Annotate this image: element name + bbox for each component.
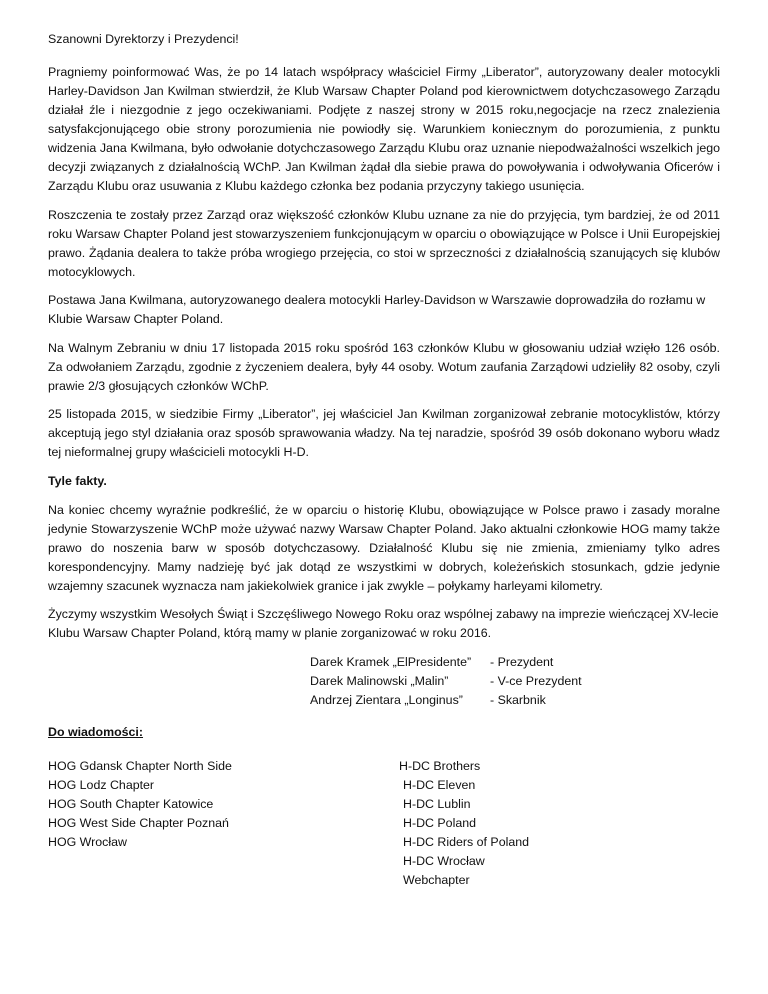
recipients-hog-column: [48, 757, 399, 890]
list-item: H-DC Brothers: [399, 758, 481, 773]
closing-paragraph: Na koniec chcemy wyraźnie podkreślić, że w oparciu o historię Klubu, obowiązujące w Polsce prawo i zasady moralne jedynie Stowarzyszenie WChP może używać nazwy Warsaw Chapter Poland. Jako aktualni członkowie HOG mamy także prawo do noszenia barw w sposób dotychczasowy. Działalność Klubu się nie zmienia, zmieniamy tylko adres korespondencyjny. Mamy nadzieję być jak dotąd ze wszystkimi w dobrych, koleżeńskich stosunkach, gdzie jedynie wzajemny szacunek wyznacza nam jakiekolwiek granice i jak zwykle – połykamy harleyami kilometry.: [48, 502, 720, 593]
signature-block: [310, 653, 720, 710]
signature-role: - Prezydent: [490, 654, 554, 669]
signature-row: [310, 672, 720, 691]
recipients-list: [48, 757, 720, 890]
signature-name: Darek Kramek „ElPresidente”: [310, 654, 472, 669]
signature-name: Andrzej Zientara „Longinus”: [310, 692, 463, 707]
greeting: Szanowni Dyrektorzy i Prezydenci!: [48, 32, 239, 46]
letter-page: [48, 30, 720, 890]
signature-role: - Skarbnik: [490, 692, 546, 707]
paragraph-4: Na Walnym Zebraniu w dniu 17 listopada 2015 roku spośród 163 członków Klubu w głosowaniu udział wzięło 126 osób. Za odwołaniem Zarządu, zgodnie z życzeniem dealera, były 44 osoby. Wotum zaufania Zarządowi udzieliły 82 osoby, czyli prawie 2/3 głosujących członków WChP.: [48, 340, 720, 393]
list-item: H-DC Poland: [403, 815, 476, 830]
list-item: H-DC Eleven: [403, 777, 476, 792]
list-item: H-DC Wrocław: [403, 853, 485, 868]
list-item: H-DC Riders of Poland: [403, 834, 530, 849]
paragraph-3: Postawa Jana Kwilmana, autoryzowanego dealera motocykli Harley-Davidson w Warszawie doprowadziła do rozłamu w Klubie Warsaw Chapter Poland.: [48, 293, 706, 326]
paragraph-2: Roszczenia te zostały przez Zarząd oraz większość członków Klubu uznane za nie do przyjęcia, tym bardziej, że od 2011 roku Warsaw Chapter Poland jest stowarzyszeniem funkcjonującym w oparciu o obowiązujące w Polsce i Unii Europejskiej prawo. Żądania dealera to także próba wrogiego przejęcia, co stoi w sprzeczności z działalnością szanujących się klubów motocyklowych.: [48, 207, 720, 279]
list-item: Webchapter: [403, 872, 470, 887]
paragraph-1: Pragniemy poinformować Was, że po 14 latach współpracy właściciel Firmy „Liberator”, autoryzowany dealer motocykli Harley-Davidson Jan Kwilman stwierdził, że Klub Warsaw Chapter Poland pod kierownictwem dotychczasowego Zarządu działał źle i niezgodnie z jego oczekiwaniami. Podjęte z naszej strony w 2015 roku,negocjacje na rzecz znalezienia satysfakcjonującego obie strony porozumienia nie powiodły się. Warunkiem koniecznym do porozumienia, z punktu widzenia Jana Kwilmana, było odwołanie dotychczasowego Zarządu Klubu oraz uznanie niepodważalności wszelkich jego decyzji związanych z działalnością WChP. Jan Kwilman żądał dla siebie prawa do powoływania i odwoływania Oficerów i Zarządu Klubu oraz usuwania z Klubu każdego członka bez podania przyczyny takiego usunięcia.: [48, 65, 720, 193]
recipients-hdc-column: [399, 757, 529, 890]
signature-name: Darek Malinowski „Malin”: [310, 673, 449, 688]
list-item: H-DC Lublin: [403, 796, 471, 811]
list-item: HOG Gdansk Chapter North Side: [48, 758, 232, 773]
signature-row: [310, 653, 720, 672]
notice-heading: Do wiadomości:: [48, 724, 144, 739]
signature-role: - V-ce Prezydent: [490, 673, 582, 688]
list-item: HOG Wrocław: [48, 834, 127, 849]
wishes-paragraph: Życzymy wszystkim Wesołych Świąt i Szczęśliwego Nowego Roku oraz wspólnej zabawy na imprezie wieńczącej XV-lecie Klubu Warsaw Chapter Poland, którą mamy w planie zorganizować w roku 2016.: [48, 607, 719, 640]
paragraph-5: 25 listopada 2015, w siedzibie Firmy „Liberator”, jej właściciel Jan Kwilman zorganizował zebranie motocyklistów, którzy akceptują jego styl działania oraz sposób sprawowania władzy. Na tej naradzie, spośród 39 osób dokonano wyboru władz tej nieformalnej grupy właścicieli motocykli H-D.: [48, 407, 720, 459]
list-item: HOG Lodz Chapter: [48, 777, 155, 792]
signature-row: [310, 691, 720, 710]
list-item: HOG South Chapter Katowice: [48, 796, 214, 811]
facts-heading: Tyle fakty.: [48, 473, 107, 488]
list-item: HOG West Side Chapter Poznań: [48, 815, 229, 830]
